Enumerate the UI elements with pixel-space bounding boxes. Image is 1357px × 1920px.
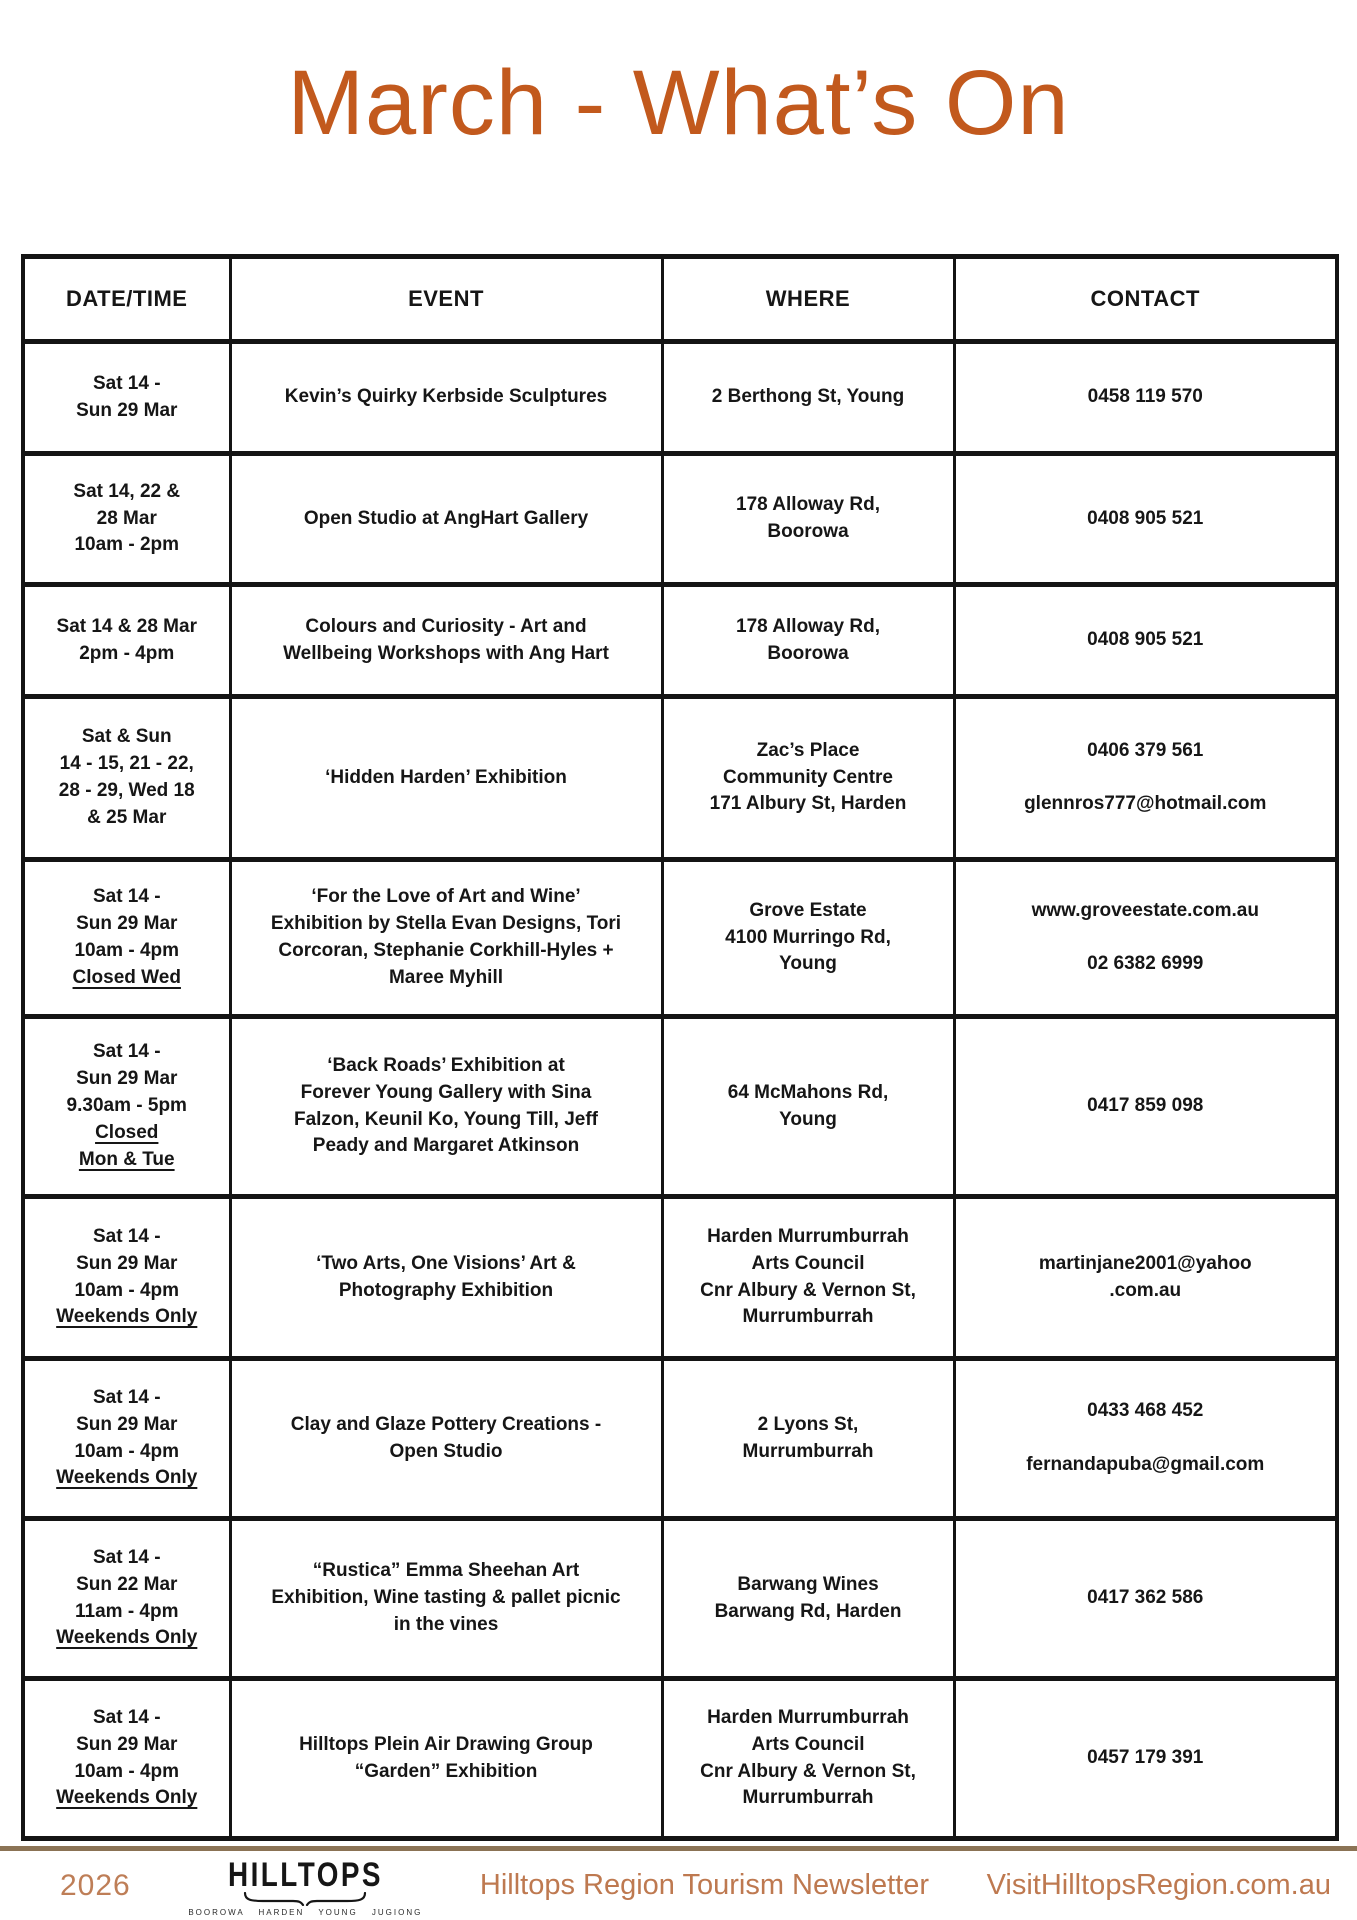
text-line: Boorowa <box>767 521 849 542</box>
event-row <box>23 1197 1337 1359</box>
contact-cell <box>954 860 1337 1017</box>
footer-newsletter-title: Hilltops Region Tourism Newsletter <box>479 1869 930 1901</box>
event-text <box>240 884 653 992</box>
date-time-note <box>33 1465 221 1492</box>
date-time-text <box>33 884 221 965</box>
text-line: 10am - 4pm <box>74 1279 180 1301</box>
text-line: Exhibition, Wine tasting & pallet picnic <box>271 1587 621 1609</box>
where-cell <box>662 454 954 585</box>
text-line: Mon & Tue <box>78 1148 175 1170</box>
text-line: Sat 14 - <box>92 886 161 908</box>
hilltops-logo-text: HILLTOPS <box>227 1856 383 1894</box>
where-cell <box>662 585 954 697</box>
date-time-text <box>33 1545 221 1626</box>
text-line: Colours and Curiosity - Art and <box>305 615 587 637</box>
text-line: ‘Hidden Harden’ Exhibition <box>325 766 567 788</box>
where-cell <box>662 1519 954 1679</box>
where-cell <box>662 697 954 860</box>
text-line: ‘Back Roads’ Exhibition at <box>327 1054 565 1076</box>
text-line: 11am - 4pm <box>75 1600 179 1622</box>
date-time-text <box>33 614 221 668</box>
text-line: Sat 14 - <box>92 1706 161 1728</box>
line-gap <box>964 765 1328 792</box>
text-line: Zac’s Place <box>756 739 860 761</box>
event-text <box>240 765 653 792</box>
text-line: “Rustica” Emma Sheehan Art <box>312 1560 580 1582</box>
date-time-text <box>33 724 221 832</box>
text-line: ‘For the Love of Art and Wine’ <box>311 886 581 908</box>
event-text <box>240 1558 653 1639</box>
text-line: Wellbeing Workshops with Ang Hart <box>283 642 609 664</box>
hilltops-logo-towns: BOOROWA HARDEN YOUNG JUGIONG <box>188 1908 423 1917</box>
text-line: Community Centre <box>723 766 893 788</box>
text-line: Clay and Glaze Pottery Creations - <box>290 1413 602 1435</box>
line-gap <box>964 925 1328 952</box>
date-time-text <box>33 1385 221 1466</box>
where-text <box>672 1224 945 1332</box>
text-line: Maree Myhill <box>388 966 504 988</box>
event-row <box>23 1519 1337 1679</box>
where-text <box>672 898 945 979</box>
text-line: Murrumburrah <box>742 1787 874 1809</box>
text-line: Corcoran, Stephanie Corkhill-Hyles + <box>278 940 614 961</box>
event-row <box>23 1359 1337 1519</box>
event-cell <box>230 1197 662 1359</box>
contact-text <box>964 384 1328 411</box>
hilltops-logo-brace-icon <box>241 1892 369 1906</box>
event-text <box>240 506 653 533</box>
where-cell <box>662 860 954 1017</box>
text-line: 10am - 4pm <box>74 1440 180 1462</box>
text-line: Arts Council <box>751 1733 865 1755</box>
event-text <box>240 1053 653 1161</box>
text-line: Sat 14 - <box>92 1386 161 1408</box>
text-line: Sat 14 - <box>92 372 161 394</box>
text-line: Sun 29 Mar <box>76 1252 178 1274</box>
contact-text <box>964 627 1328 654</box>
where-cell <box>662 1197 954 1359</box>
text-line: Boorowa <box>767 642 849 664</box>
date-time-text <box>33 371 221 425</box>
date-time-cell <box>23 697 230 860</box>
text-line: 10am - 4pm <box>74 1760 180 1782</box>
where-text <box>672 1080 945 1134</box>
events-table <box>21 254 1339 1841</box>
where-text <box>672 1572 945 1626</box>
date-time-note <box>33 965 221 992</box>
text-line: in the vines <box>393 1613 499 1635</box>
contact-link[interactable]: www.groveestate.com.au <box>1031 899 1259 921</box>
contact-cell <box>954 1519 1337 1679</box>
date-time-cell <box>23 860 230 1017</box>
contact-link[interactable]: fernandapuba@gmail.com <box>1026 1453 1265 1475</box>
date-time-cell <box>23 342 230 454</box>
text-line: 0406 379 561 <box>1087 739 1204 761</box>
where-text <box>672 1705 945 1813</box>
text-line: Barwang Rd, Harden <box>714 1600 902 1622</box>
contact-link[interactable]: martinjane2001@yahoo <box>1038 1252 1252 1274</box>
contact-text <box>964 898 1328 979</box>
text-line: Arts Council <box>751 1252 865 1274</box>
text-line: & 25 Mar <box>87 806 167 828</box>
text-line: Photography Exhibition <box>338 1279 554 1301</box>
hilltops-logo <box>188 1858 422 1917</box>
date-time-text <box>33 1224 221 1305</box>
text-line: “Garden” Exhibition <box>354 1760 538 1782</box>
footer-year: 2026 <box>60 1868 131 1902</box>
text-line: 0417 859 098 <box>1087 1095 1204 1117</box>
text-line: 0433 468 452 <box>1087 1400 1204 1422</box>
text-line: 171 Albury St, Harden <box>709 793 907 815</box>
contact-text <box>964 1585 1328 1612</box>
event-text <box>240 384 653 411</box>
date-time-cell <box>23 1359 230 1519</box>
event-row <box>23 585 1337 697</box>
text-line: Closed Wed <box>72 966 181 988</box>
text-line: Young <box>779 1108 837 1130</box>
contact-cell <box>954 454 1337 585</box>
text-line: Cnr Albury & Vernon St, <box>700 1760 916 1782</box>
footer <box>0 1846 1357 1920</box>
event-cell <box>230 697 662 860</box>
event-row <box>23 1679 1337 1839</box>
text-line: Murrumburrah <box>742 1306 874 1328</box>
text-line: Sun 29 Mar <box>76 1733 178 1755</box>
date-time-cell <box>23 1679 230 1839</box>
text-line: Open Studio at AngHart Gallery <box>303 507 589 529</box>
text-line: Sat & Sun <box>81 726 172 748</box>
event-cell <box>230 860 662 1017</box>
text-line: Sat 14, 22 & <box>73 480 181 502</box>
text-line: 4100 Murringo Rd, <box>725 926 891 948</box>
event-row <box>23 697 1337 860</box>
text-line: Harden Murrumburrah <box>707 1706 909 1728</box>
contact-cell <box>954 1197 1337 1359</box>
contact-text <box>964 1093 1328 1120</box>
text-line: Young <box>779 953 837 975</box>
event-text <box>240 1412 653 1466</box>
event-cell <box>230 342 662 454</box>
text-line: Barwang Wines <box>737 1573 879 1595</box>
text-line: Hilltops Plein Air Drawing Group <box>299 1733 593 1755</box>
text-line: Weekends Only <box>56 1787 198 1809</box>
where-cell <box>662 1017 954 1197</box>
text-line: Exhibition by Stella Evan Designs, Tori <box>270 913 622 935</box>
contact-cell <box>954 585 1337 697</box>
date-time-text <box>33 1039 221 1120</box>
event-cell <box>230 585 662 697</box>
text-line: 2 Lyons St, <box>757 1413 859 1435</box>
contact-text <box>964 1398 1328 1479</box>
text-line: 10am - 4pm <box>74 940 180 961</box>
date-time-text <box>33 1705 221 1786</box>
event-cell <box>230 1519 662 1679</box>
column-header-event: EVENT <box>230 257 662 342</box>
event-cell <box>230 1359 662 1519</box>
date-time-cell <box>23 1197 230 1359</box>
text-line: 10am - 2pm <box>74 534 180 556</box>
contact-text <box>964 1251 1328 1305</box>
date-time-cell <box>23 1519 230 1679</box>
text-line: Grove Estate <box>749 899 867 921</box>
text-line: Sat 14 & 28 Mar <box>56 615 197 637</box>
event-text <box>240 614 653 668</box>
header-row <box>23 257 1337 342</box>
text-line: 0457 179 391 <box>1087 1747 1204 1769</box>
contact-text <box>964 506 1328 533</box>
event-row <box>23 860 1337 1017</box>
contact-link[interactable]: glennros777@hotmail.com <box>1024 793 1267 815</box>
text-line: Sun 29 Mar <box>76 913 178 935</box>
text-line: Harden Murrumburrah <box>707 1225 909 1247</box>
text-line: Murrumburrah <box>742 1440 874 1462</box>
column-header-where: WHERE <box>662 257 954 342</box>
event-cell <box>230 1679 662 1839</box>
contact-cell <box>954 342 1337 454</box>
text-line: Kevin’s Quirky Kerbside Sculptures <box>284 386 608 408</box>
text-line: 14 - 15, 21 - 22, <box>59 753 194 775</box>
where-text <box>672 384 945 411</box>
contact-text <box>964 1745 1328 1772</box>
text-line: 0408 905 521 <box>1087 507 1204 529</box>
date-time-cell <box>23 454 230 585</box>
text-line: 178 Alloway Rd, <box>736 494 880 516</box>
date-time-text <box>33 479 221 560</box>
text-line: Open Studio <box>389 1440 503 1462</box>
text-line: 2 Berthong St, Young <box>711 386 905 408</box>
text-line: Sun 22 Mar <box>76 1573 178 1595</box>
events-table-header <box>23 257 1337 342</box>
date-time-note <box>33 1785 221 1812</box>
date-time-note <box>33 1304 221 1331</box>
event-row <box>23 342 1337 454</box>
footer-website-link[interactable]: VisitHilltopsRegion.com.au <box>986 1869 1331 1901</box>
contact-text <box>964 738 1328 819</box>
event-text <box>240 1251 653 1305</box>
contact-cell <box>954 1359 1337 1519</box>
line-gap <box>964 1425 1328 1452</box>
text-line: Forever Young Gallery with Sina <box>300 1081 592 1103</box>
text-line: 02 6382 6999 <box>1087 953 1204 975</box>
text-line: Sat 14 - <box>92 1225 161 1247</box>
text-line: Sat 14 - <box>92 1041 161 1063</box>
text-line: 2pm - 4pm <box>79 642 175 664</box>
event-cell <box>230 454 662 585</box>
text-line: 0408 905 521 <box>1087 629 1204 651</box>
text-line: 28 - 29, Wed 18 <box>58 780 195 801</box>
text-line: 9.30am - 5pm <box>66 1095 187 1117</box>
event-row <box>23 1017 1337 1197</box>
text-line: Sun 29 Mar <box>76 399 178 421</box>
where-text <box>672 738 945 819</box>
text-line: 28 Mar <box>96 507 157 529</box>
text-line: 0458 119 570 <box>1087 386 1203 408</box>
where-cell <box>662 1679 954 1839</box>
event-row <box>23 454 1337 585</box>
where-text <box>672 614 945 668</box>
date-time-cell <box>23 585 230 697</box>
text-line: ‘Two Arts, One Visions’ Art & <box>316 1252 576 1274</box>
text-line: Sun 29 Mar <box>76 1413 178 1435</box>
text-line: Falzon, Keunil Ko, Young Till, Jeff <box>293 1108 598 1130</box>
text-line: Cnr Albury & Vernon St, <box>700 1279 916 1301</box>
where-text <box>672 1412 945 1466</box>
date-time-note <box>33 1120 221 1174</box>
events-table-body <box>23 342 1337 1839</box>
where-cell <box>662 1359 954 1519</box>
text-line: Closed <box>95 1121 159 1143</box>
contact-cell <box>954 1017 1337 1197</box>
text-line: Weekends Only <box>56 1627 198 1649</box>
event-cell <box>230 1017 662 1197</box>
where-text <box>672 492 945 546</box>
column-header-contact: CONTACT <box>954 257 1337 342</box>
text-line: 64 McMahons Rd, <box>727 1081 889 1103</box>
where-cell <box>662 342 954 454</box>
text-line: 0417 362 586 <box>1087 1587 1204 1609</box>
text-line: 178 Alloway Rd, <box>736 615 880 637</box>
contact-cell <box>954 697 1337 860</box>
text-line: Weekends Only <box>56 1467 198 1489</box>
text-line: Weekends Only <box>56 1306 198 1328</box>
contact-link[interactable]: .com.au <box>1109 1279 1182 1301</box>
date-time-note <box>33 1625 221 1652</box>
page-title: March - What’s On <box>287 52 1070 154</box>
contact-cell <box>954 1679 1337 1839</box>
text-line: Sun 29 Mar <box>76 1068 178 1090</box>
event-text <box>240 1732 653 1786</box>
date-time-cell <box>23 1017 230 1197</box>
text-line: Sat 14 - <box>92 1546 161 1568</box>
text-line: Peady and Margaret Atkinson <box>312 1135 580 1157</box>
column-header-date-time: DATE/TIME <box>23 257 230 342</box>
